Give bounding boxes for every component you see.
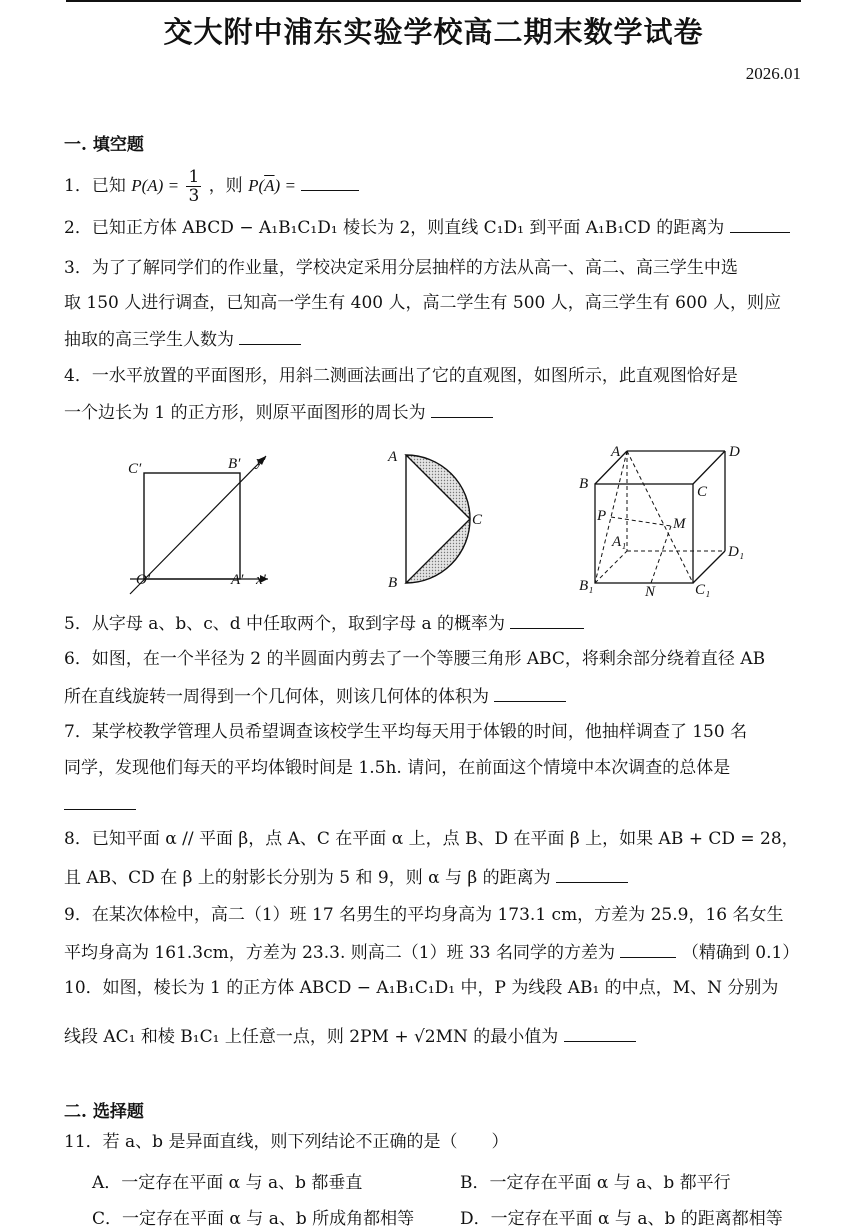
label-b1: B₁ xyxy=(579,578,594,594)
q5-text: 5．从字母 a、b、c、d 中任取两个，取到字母 a 的概率为 xyxy=(64,614,505,634)
label-b: B xyxy=(579,476,589,492)
edge-cd xyxy=(693,451,725,484)
edge-c1d1 xyxy=(693,551,725,583)
y-axis-diagonal xyxy=(130,456,266,594)
label-m: M xyxy=(673,516,686,532)
square-outline xyxy=(144,473,240,579)
label-x-prime: x′ xyxy=(256,572,266,588)
label-o-prime: O′ xyxy=(136,572,151,588)
label-a: A xyxy=(611,444,621,460)
label-a: A xyxy=(388,449,398,465)
question-11: 11．若 a、b 是异面直线，则下列结论不正确的是（ ） xyxy=(64,1132,509,1152)
q3-line-3: 抽取的高三学生人数为 xyxy=(64,330,234,350)
answer-blank-5[interactable] xyxy=(510,612,584,629)
segment-mn xyxy=(651,526,671,583)
question-10-end xyxy=(64,1025,636,1047)
exam-date: 2026.01 xyxy=(745,64,801,83)
question-8-end xyxy=(64,866,628,888)
section-fill-in-heading: 一. 填空题 xyxy=(64,135,144,155)
q4-line-2: 一个边长为 1 的正方形，则原平面图形的周长为 xyxy=(64,403,426,423)
answer-blank-2[interactable] xyxy=(730,216,790,233)
label-c1: C₁ xyxy=(695,582,711,598)
answer-blank-6[interactable] xyxy=(494,685,566,702)
top-rule xyxy=(66,0,801,2)
question-7-end xyxy=(64,793,136,815)
question-1 xyxy=(64,168,359,205)
q1-lhs: P(A) = xyxy=(131,176,180,195)
label-b: B xyxy=(388,575,398,591)
q8-line-2: 且 AB、CD 在 β 上的射影长分别为 5 和 9，则 α 与 β 的距离为 xyxy=(64,868,551,888)
section-choice-heading: 二. 选择题 xyxy=(64,1102,144,1122)
answer-blank-1[interactable] xyxy=(301,174,359,191)
label-b-prime: B′ xyxy=(228,456,241,472)
figure-semicircle xyxy=(380,443,500,593)
label-y-prime: y′ xyxy=(256,454,266,470)
option-d[interactable]: D．一定存在平面 α 与 a、b 的距离都相等 xyxy=(460,1209,783,1229)
label-c-prime: C′ xyxy=(128,461,142,477)
label-p: P xyxy=(597,508,607,524)
option-c[interactable]: C．一定存在平面 α 与 a、b 所成角都相等 xyxy=(92,1209,415,1229)
label-a-prime: A′ xyxy=(231,572,244,588)
label-a1: A₁ xyxy=(612,534,627,550)
q7-line-1: 7．某学校教学管理人员希望调查该校学生平均每天用于体锻的时间，他抽样调查了 150 名 xyxy=(64,722,748,742)
edge-b1a1 xyxy=(595,551,627,583)
q7-line-2: 同学，发现他们每天的平均体锻时间是 1.5h. 请问，在前面这个情境中本次调查的总体是 xyxy=(64,758,731,778)
label-n: N xyxy=(645,584,656,600)
figure-oblique-square xyxy=(118,448,278,598)
q1-denominator: 3 xyxy=(188,186,200,206)
figure-cube xyxy=(575,438,755,600)
question-3-end xyxy=(64,328,301,350)
q1-rhs-end: ) = xyxy=(274,176,296,195)
label-c: C xyxy=(697,484,708,500)
q6-line-1: 6．如图，在一个半径为 2 的半圆面内剪去了一个等腰三角形 ABC，将剩余部分绕着直径 AB xyxy=(64,649,766,669)
q9-line-1: 9．在某次体检中，高二（1）班 17 名男生的平均身高为 173.1 cm，方差为 25.9，16 名女生 xyxy=(64,905,784,925)
q10-line-1: 10．如图，棱长为 1 的正方体 ABCD − A₁B₁C₁D₁ 中，P 为线段 AB₁ 的中点，M、N 分别为 xyxy=(64,978,779,998)
q1-mid: ，则 xyxy=(208,176,243,196)
question-2 xyxy=(64,216,790,238)
answer-blank-9[interactable] xyxy=(620,941,676,958)
q10-line-2: 线段 AC₁ 和棱 B₁C₁ 上任意一点，则 2PM + √2MN 的最小值为 xyxy=(64,1027,559,1047)
label-d: D xyxy=(729,444,740,460)
q8-line-1: 8．已知平面 α // 平面 β，点 A、C 在平面 α 上，点 B、D 在平面 β 上，如果 AB + CD = 28， xyxy=(64,829,799,849)
answer-blank-10[interactable] xyxy=(564,1025,636,1042)
q1-numerator: 1 xyxy=(188,167,200,187)
q1-prefix: 1．已知 xyxy=(64,176,126,196)
q1-rhs-p: P( xyxy=(248,176,265,195)
question-9-end xyxy=(64,941,799,963)
q3-line-2: 取 150 人进行调查，已知高一学生有 400 人，高二学生有 500 人，高三学生有 600 人，则应 xyxy=(64,293,782,313)
answer-blank-4[interactable] xyxy=(431,401,493,418)
answer-blank-3[interactable] xyxy=(239,328,301,345)
q1-rhs-abar: $\overline{A}$ xyxy=(264,176,275,195)
q2-text: 2．已知正方体 ABCD − A₁B₁C₁D₁ 棱长为 2，则直线 C₁D₁ 到平面 A₁B₁CD 的距离为 xyxy=(64,218,725,238)
q9-tail: （精确到 0.1） xyxy=(681,943,800,963)
page-title: 交大附中浦东实验学校高二期末数学试卷 xyxy=(163,15,704,49)
answer-blank-7[interactable] xyxy=(64,793,136,810)
front-face xyxy=(595,484,693,583)
question-5 xyxy=(64,612,584,634)
q1-fraction xyxy=(186,168,201,205)
label-d1: D₁ xyxy=(728,544,745,560)
option-a[interactable]: A．一定存在平面 α 与 a、b 都垂直 xyxy=(92,1173,363,1193)
option-b[interactable]: B．一定存在平面 α 与 a、b 都平行 xyxy=(460,1173,731,1193)
shaded-region xyxy=(406,455,470,583)
q9-line-2: 平均身高为 161.3cm，方差为 23.3. 则高二（1）班 33 名同学的方差为 xyxy=(64,943,616,963)
question-4-end xyxy=(64,401,493,423)
label-c: C xyxy=(472,512,483,528)
question-6-end xyxy=(64,685,566,707)
q3-line-1: 3．为了了解同学们的作业量，学校决定采用分层抽样的方法从高一、高二、高三学生中选 xyxy=(64,258,738,278)
answer-blank-8[interactable] xyxy=(556,866,628,883)
q6-line-2: 所在直线旋转一周得到一个几何体，则该几何体的体积为 xyxy=(64,687,489,707)
q4-line-1: 4．一水平放置的平面图形，用斜二测画法画出了它的直观图，如图所示，此直观图恰好是 xyxy=(64,366,738,386)
